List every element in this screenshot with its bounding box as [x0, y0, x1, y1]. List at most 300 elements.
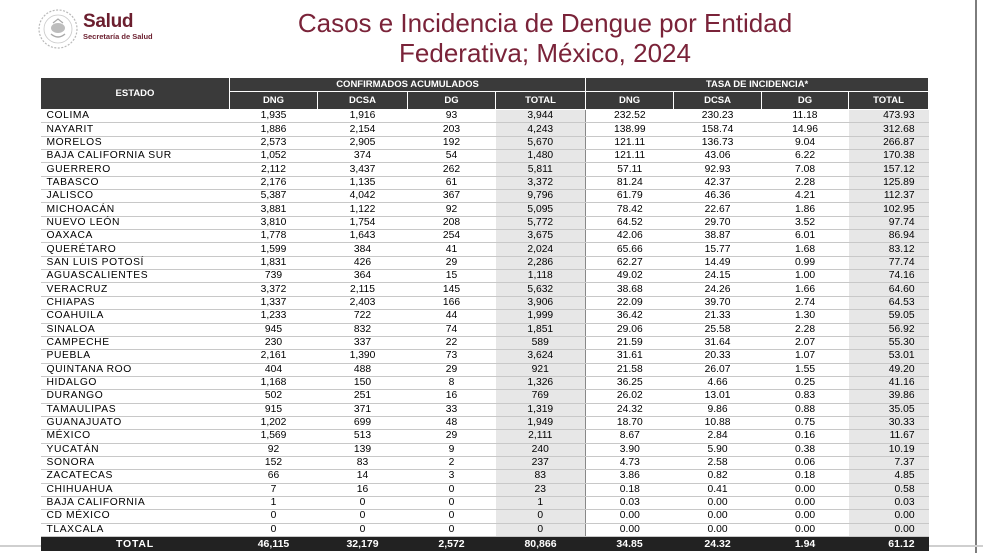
table-row [41, 496, 929, 509]
table-cell: 38.87 [674, 230, 762, 243]
table-cell: 1.30 [762, 310, 849, 323]
table-cell: 64.52 [586, 216, 674, 229]
table-cell: 39.70 [674, 296, 762, 309]
total-cell: 46,115 [230, 537, 318, 552]
table-cell: 921 [496, 363, 586, 376]
state-name-cell: CAMPECHE [41, 336, 230, 349]
table-cell: 49.02 [586, 270, 674, 283]
table-cell: 4.66 [674, 376, 762, 389]
state-name-cell: MORELOS [41, 136, 230, 149]
table-cell: 1,233 [230, 310, 318, 323]
table-cell: 93 [408, 110, 496, 123]
table-row [41, 230, 929, 243]
table-cell: 1,949 [496, 416, 586, 429]
table-cell: 384 [318, 243, 408, 256]
table-cell: 24.26 [674, 283, 762, 296]
table-cell: 1,599 [230, 243, 318, 256]
table-row [41, 256, 929, 269]
column-header: DCSA [674, 92, 762, 110]
table-cell: 2,403 [318, 296, 408, 309]
column-header: TOTAL [496, 92, 586, 110]
table-cell: 192 [408, 136, 496, 149]
table-cell: 3,810 [230, 216, 318, 229]
table-cell: 112.37 [849, 190, 929, 203]
slide-frame-right [975, 0, 977, 553]
column-header: TOTAL [849, 92, 929, 110]
table-cell: 21.33 [674, 310, 762, 323]
table-cell: 1.07 [762, 350, 849, 363]
table-cell: 945 [230, 323, 318, 336]
table-cell: 3.86 [586, 470, 674, 483]
table-cell: 0.00 [849, 523, 929, 536]
total-cell: 34.85 [586, 537, 674, 552]
table-cell: 2.58 [674, 456, 762, 469]
table-cell: 1,168 [230, 376, 318, 389]
table-cell: 266.87 [849, 136, 929, 149]
table-cell: 49.20 [849, 363, 929, 376]
table-cell: 337 [318, 336, 408, 349]
table-cell: 1,569 [230, 430, 318, 443]
table-cell: 14.49 [674, 256, 762, 269]
table-row [41, 243, 929, 256]
table-cell: 48 [408, 416, 496, 429]
state-name-cell: GUANAJUATO [41, 416, 230, 429]
table-cell: 8.67 [586, 430, 674, 443]
table-row [41, 310, 929, 323]
table-cell: 121.11 [586, 136, 674, 149]
state-name-cell: SAN LUIS POTOSÍ [41, 256, 230, 269]
table-cell: 251 [318, 390, 408, 403]
table-cell: 36.25 [586, 376, 674, 389]
table-cell: 5,095 [496, 203, 586, 216]
table-cell: 1,135 [318, 176, 408, 189]
table-cell: 1,886 [230, 123, 318, 136]
table-cell: 208 [408, 216, 496, 229]
table-cell: 125.89 [849, 176, 929, 189]
table-cell: 3 [408, 470, 496, 483]
table-cell: 9,796 [496, 190, 586, 203]
table-cell: 2,154 [318, 123, 408, 136]
table-row [41, 523, 929, 536]
table-cell: 1,643 [318, 230, 408, 243]
state-name-cell: COAHUILA [41, 310, 230, 323]
table-cell: 2,112 [230, 163, 318, 176]
state-name-cell: AGUASCALIENTES [41, 270, 230, 283]
table-cell: 74 [408, 323, 496, 336]
table-cell: 1 [496, 496, 586, 509]
table-cell: 832 [318, 323, 408, 336]
table-cell: 46.36 [674, 190, 762, 203]
table-cell: 0.06 [762, 456, 849, 469]
table-row [41, 456, 929, 469]
table-cell: 39.86 [849, 390, 929, 403]
table-cell: 29.06 [586, 323, 674, 336]
table-cell: 1 [230, 496, 318, 509]
table-cell: 7.08 [762, 163, 849, 176]
table-cell: 699 [318, 416, 408, 429]
table-cell: 1,935 [230, 110, 318, 123]
table-cell: 1,999 [496, 310, 586, 323]
table-cell: 22 [408, 336, 496, 349]
table-cell: 0 [318, 496, 408, 509]
table-cell: 0.03 [586, 496, 674, 509]
table-row [41, 483, 929, 496]
brand-name: Salud [83, 11, 134, 32]
table-cell: 1,778 [230, 230, 318, 243]
state-name-cell: ZACATECAS [41, 470, 230, 483]
column-header: DG [762, 92, 849, 110]
table-row [41, 150, 929, 163]
table-cell: 2,161 [230, 350, 318, 363]
table-cell: 0.00 [674, 523, 762, 536]
table-cell: 62.27 [586, 256, 674, 269]
table-cell: 5,670 [496, 136, 586, 149]
state-name-cell: CHIAPAS [41, 296, 230, 309]
total-cell: 32,179 [318, 537, 408, 552]
table-cell: 10.88 [674, 416, 762, 429]
table-cell: 371 [318, 403, 408, 416]
table-cell: 25.58 [674, 323, 762, 336]
table-row [41, 363, 929, 376]
table-cell: 0.00 [674, 496, 762, 509]
table-cell: 230 [230, 336, 318, 349]
table-cell: 0.00 [674, 510, 762, 523]
table-cell: 0.03 [849, 496, 929, 509]
table-cell: 42.37 [674, 176, 762, 189]
table-cell: 0.18 [762, 470, 849, 483]
total-cell: 2,572 [408, 537, 496, 552]
table-cell: 915 [230, 403, 318, 416]
table-cell: 92.93 [674, 163, 762, 176]
column-header: DNG [230, 92, 318, 110]
table-cell: 3,906 [496, 296, 586, 309]
table-cell: 426 [318, 256, 408, 269]
column-header: DNG [586, 92, 674, 110]
table-cell: 1,202 [230, 416, 318, 429]
table-cell: 0.00 [849, 510, 929, 523]
table-row [41, 123, 929, 136]
column-header: DCSA [318, 92, 408, 110]
table-cell: 77.74 [849, 256, 929, 269]
table-cell: 0.75 [762, 416, 849, 429]
table-cell: 3,944 [496, 110, 586, 123]
state-name-cell: BAJA CALIFORNIA [41, 496, 230, 509]
table-cell: 35.05 [849, 403, 929, 416]
table-cell: 11.18 [762, 110, 849, 123]
table-cell: 97.74 [849, 216, 929, 229]
table-cell: 1,916 [318, 110, 408, 123]
table-cell: 0 [408, 483, 496, 496]
table-cell: 488 [318, 363, 408, 376]
table-row [41, 296, 929, 309]
state-name-cell: CD MÉXICO [41, 510, 230, 523]
state-name-cell: NUEVO LEÓN [41, 216, 230, 229]
table-cell: 769 [496, 390, 586, 403]
table-row [41, 283, 929, 296]
table-cell: 722 [318, 310, 408, 323]
table-cell: 0 [318, 510, 408, 523]
table-cell: 14 [318, 470, 408, 483]
table-row [41, 110, 929, 123]
coat-of-arms-icon [36, 8, 80, 50]
table-cell: 15 [408, 270, 496, 283]
table-cell: 22.09 [586, 296, 674, 309]
table-cell: 74.16 [849, 270, 929, 283]
table-cell: 1.00 [762, 270, 849, 283]
table-cell: 44 [408, 310, 496, 323]
table-row [41, 136, 929, 149]
table-cell: 38.68 [586, 283, 674, 296]
table-cell: 240 [496, 443, 586, 456]
state-name-cell: CHIHUAHUA [41, 483, 230, 496]
table-row [41, 416, 929, 429]
table-cell: 7.37 [849, 456, 929, 469]
table-cell: 92 [408, 203, 496, 216]
table-cell: 136.73 [674, 136, 762, 149]
table-cell: 11.67 [849, 430, 929, 443]
table-row [41, 376, 929, 389]
table-cell: 0.00 [762, 510, 849, 523]
state-name-cell: TABASCO [41, 176, 230, 189]
table-cell: 24.15 [674, 270, 762, 283]
table-cell: 16 [318, 483, 408, 496]
table-cell: 23 [496, 483, 586, 496]
table-cell: 0.18 [586, 483, 674, 496]
table-cell: 150 [318, 376, 408, 389]
table-cell: 1,122 [318, 203, 408, 216]
table-cell: 2.28 [762, 323, 849, 336]
table-cell: 5,811 [496, 163, 586, 176]
table-row [41, 350, 929, 363]
table-cell: 0.00 [586, 523, 674, 536]
table-cell: 589 [496, 336, 586, 349]
table-cell: 166 [408, 296, 496, 309]
table-cell: 53.01 [849, 350, 929, 363]
table-cell: 0.99 [762, 256, 849, 269]
table-cell: 26.02 [586, 390, 674, 403]
table-cell: 5,772 [496, 216, 586, 229]
table-cell: 22.67 [674, 203, 762, 216]
table-cell: 1,390 [318, 350, 408, 363]
state-name-cell: OAXACA [41, 230, 230, 243]
state-name-cell: TLAXCALA [41, 523, 230, 536]
table-cell: 312.68 [849, 123, 929, 136]
table-cell: 86.94 [849, 230, 929, 243]
table-cell: 21.58 [586, 363, 674, 376]
table-cell: 158.74 [674, 123, 762, 136]
total-cell: 24.32 [674, 537, 762, 552]
table-cell: 0 [496, 523, 586, 536]
table-cell: 232.52 [586, 110, 674, 123]
table-cell: 1.86 [762, 203, 849, 216]
table-cell: 14.96 [762, 123, 849, 136]
table-cell: 0 [318, 523, 408, 536]
table-cell: 230.23 [674, 110, 762, 123]
table-cell: 203 [408, 123, 496, 136]
table-cell: 1,851 [496, 323, 586, 336]
table-cell: 8 [408, 376, 496, 389]
table-cell: 2.84 [674, 430, 762, 443]
table-cell: 29 [408, 363, 496, 376]
table-cell: 4,042 [318, 190, 408, 203]
table-cell: 1,052 [230, 150, 318, 163]
table-row [41, 176, 929, 189]
table-cell: 21.59 [586, 336, 674, 349]
table-cell: 33 [408, 403, 496, 416]
table-cell: 43.06 [674, 150, 762, 163]
table-row [41, 430, 929, 443]
table-cell: 54 [408, 150, 496, 163]
table-cell: 513 [318, 430, 408, 443]
state-name-cell: QUERÉTARO [41, 243, 230, 256]
table-cell: 83 [318, 456, 408, 469]
table-cell: 64.60 [849, 283, 929, 296]
table-cell: 502 [230, 390, 318, 403]
table-row [41, 390, 929, 403]
title-line-2: Federativa; México, 2024 [399, 38, 691, 68]
header-tasa-incidencia: TASA DE INCIDENCIA* [586, 78, 929, 92]
table-cell: 0 [230, 510, 318, 523]
table-cell: 0.00 [762, 523, 849, 536]
table-cell: 0.82 [674, 470, 762, 483]
table-cell: 2,905 [318, 136, 408, 149]
table-row [41, 323, 929, 336]
table-cell: 367 [408, 190, 496, 203]
state-name-cell: VERACRUZ [41, 283, 230, 296]
table-cell: 9.86 [674, 403, 762, 416]
total-cell: 1.94 [762, 537, 849, 552]
table-cell: 65.66 [586, 243, 674, 256]
table-cell: 31.61 [586, 350, 674, 363]
state-name-cell: COLIMA [41, 110, 230, 123]
table-cell: 0.41 [674, 483, 762, 496]
table-cell: 83.12 [849, 243, 929, 256]
table-cell: 1,319 [496, 403, 586, 416]
table-row [41, 216, 929, 229]
table-cell: 1,118 [496, 270, 586, 283]
table-cell: 2,573 [230, 136, 318, 149]
table-cell: 15.77 [674, 243, 762, 256]
state-name-cell: DURANGO [41, 390, 230, 403]
table-cell: 152 [230, 456, 318, 469]
table-cell: 0.00 [762, 483, 849, 496]
table-cell: 473.93 [849, 110, 929, 123]
table-cell: 57.11 [586, 163, 674, 176]
brand-subtitle: Secretaría de Salud [83, 32, 153, 41]
table-cell: 0 [496, 510, 586, 523]
table-cell: 0.58 [849, 483, 929, 496]
table-cell: 1,754 [318, 216, 408, 229]
table-cell: 36.42 [586, 310, 674, 323]
table-cell: 364 [318, 270, 408, 283]
table-cell: 2,024 [496, 243, 586, 256]
table-cell: 13.01 [674, 390, 762, 403]
table-cell: 1,326 [496, 376, 586, 389]
table-cell: 83 [496, 470, 586, 483]
table-cell: 42.06 [586, 230, 674, 243]
table-cell: 41.16 [849, 376, 929, 389]
total-cell: 61.12 [849, 537, 929, 552]
table-cell: 59.05 [849, 310, 929, 323]
table-cell: 3,881 [230, 203, 318, 216]
total-row [41, 537, 929, 552]
table-cell: 64.53 [849, 296, 929, 309]
table-row [41, 443, 929, 456]
table-cell: 1,337 [230, 296, 318, 309]
table-cell: 2,286 [496, 256, 586, 269]
table-cell: 121.11 [586, 150, 674, 163]
table-cell: 157.12 [849, 163, 929, 176]
table-cell: 2.28 [762, 176, 849, 189]
table-cell: 5,632 [496, 283, 586, 296]
state-name-cell: BAJA CALIFORNIA SUR [41, 150, 230, 163]
table-cell: 2,111 [496, 430, 586, 443]
column-header: DG [408, 92, 496, 110]
table-cell: 73 [408, 350, 496, 363]
table-cell: 2.07 [762, 336, 849, 349]
table-cell: 2.74 [762, 296, 849, 309]
state-name-cell: PUEBLA [41, 350, 230, 363]
table-row [41, 470, 929, 483]
table-cell: 3,372 [496, 176, 586, 189]
table-cell: 739 [230, 270, 318, 283]
table-cell: 0.00 [586, 510, 674, 523]
table-row [41, 336, 929, 349]
table-row [41, 270, 929, 283]
table-cell: 0.83 [762, 390, 849, 403]
table-cell: 0 [230, 523, 318, 536]
table-cell: 139 [318, 443, 408, 456]
table-cell: 3,624 [496, 350, 586, 363]
state-name-cell: TAMAULIPAS [41, 403, 230, 416]
table-cell: 55.30 [849, 336, 929, 349]
table-cell: 4,243 [496, 123, 586, 136]
header-estado: ESTADO [41, 78, 230, 110]
table-cell: 20.33 [674, 350, 762, 363]
table-cell: 6.01 [762, 230, 849, 243]
table-cell: 254 [408, 230, 496, 243]
table-cell: 61.79 [586, 190, 674, 203]
table-cell: 26.07 [674, 363, 762, 376]
page-title [210, 8, 880, 68]
table-cell: 0 [408, 510, 496, 523]
table-cell: 262 [408, 163, 496, 176]
total-label: TOTAL [41, 537, 230, 552]
table-cell: 41 [408, 243, 496, 256]
state-name-cell: MICHOACÁN [41, 203, 230, 216]
table-cell: 3,372 [230, 283, 318, 296]
table-cell: 5.90 [674, 443, 762, 456]
table-cell: 56.92 [849, 323, 929, 336]
table-cell: 16 [408, 390, 496, 403]
table-cell: 1,831 [230, 256, 318, 269]
state-name-cell: JALISCO [41, 190, 230, 203]
table-cell: 92 [230, 443, 318, 456]
table-cell: 78.42 [586, 203, 674, 216]
state-name-cell: SINALOA [41, 323, 230, 336]
table-cell: 1.66 [762, 283, 849, 296]
header-confirmados: CONFIRMADOS ACUMULADOS [230, 78, 586, 92]
total-cell: 80,866 [496, 537, 586, 552]
table-cell: 0.88 [762, 403, 849, 416]
table-cell: 3.52 [762, 216, 849, 229]
table-cell: 170.38 [849, 150, 929, 163]
table-cell: 4.85 [849, 470, 929, 483]
table-cell: 10.19 [849, 443, 929, 456]
state-name-cell: NAYARIT [41, 123, 230, 136]
dengue-table [40, 77, 928, 551]
table-cell: 9 [408, 443, 496, 456]
